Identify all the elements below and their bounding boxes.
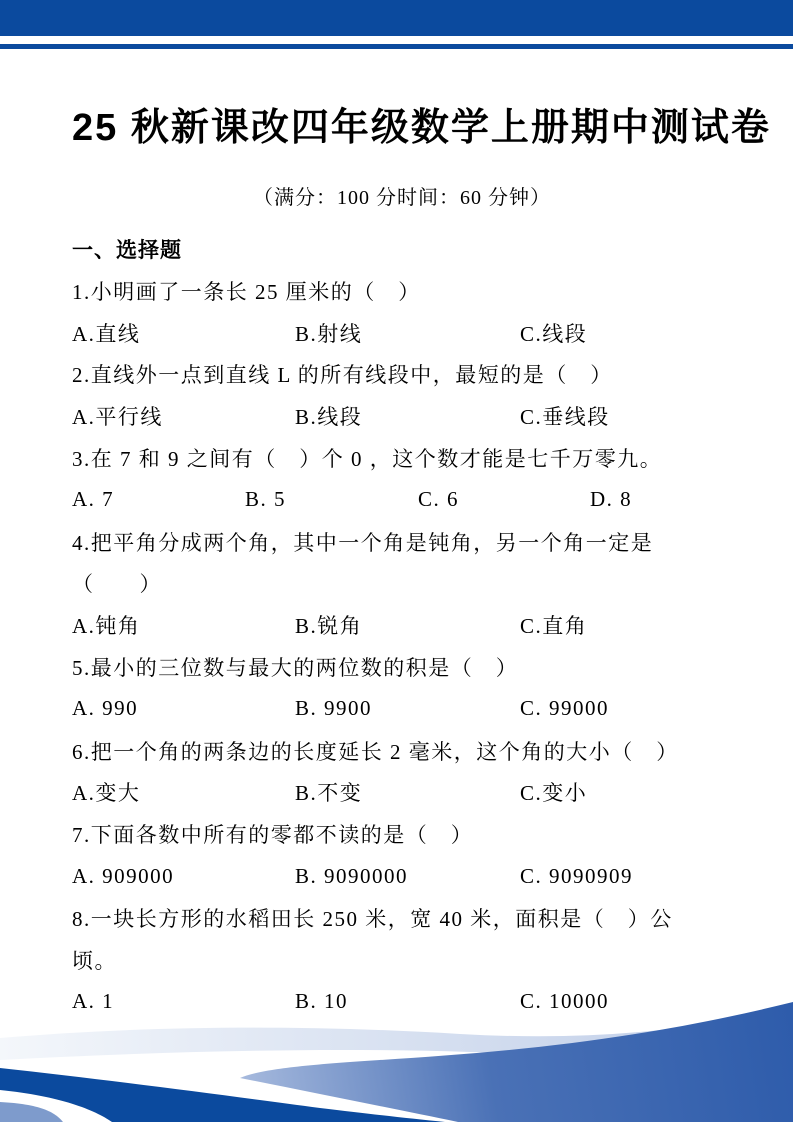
question-6-option-2: B.不变	[295, 781, 363, 806]
question-2-option-1: A.平行线	[72, 405, 163, 430]
questions-list	[72, 270, 732, 1022]
question-4-line-2: （ ）	[72, 572, 162, 597]
question-4-line-1: 4.把平角分成两个角，其中一个角是钝角，另一个角一定是	[72, 530, 654, 555]
question-2-option-2: B.线段	[295, 405, 363, 430]
question-2-option-3: C.垂线段	[520, 405, 610, 430]
question-6-option-3: C.变小	[520, 781, 588, 806]
question-4-option-2: B.锐角	[295, 614, 363, 639]
page-title: 25 秋新课改四年级数学上册期中测试卷	[72, 107, 771, 149]
header-accent-line	[0, 44, 793, 49]
question-8-line-2: 顷。	[72, 948, 117, 973]
question-8-option-3: C. 10000	[520, 988, 610, 1013]
question-4-options-row	[72, 604, 732, 646]
question-7-option-2: B. 9090000	[295, 863, 409, 888]
question-1-option-2: B.射线	[295, 321, 363, 346]
page-subtitle: （满分：100 分时间：60 分钟）	[253, 187, 551, 209]
question-6-line-1: 6.把一个角的两条边的长度延长 2 毫米，这个角的大小（ ）	[72, 739, 679, 764]
question-5-option-3: C. 99000	[520, 696, 610, 721]
header-top-bar	[0, 0, 793, 36]
question-8-option-2: B. 10	[295, 988, 349, 1013]
question-2-line-1: 2.直线外一点到直线 L 的所有线段中，最短的是（ ）	[72, 363, 613, 388]
question-8-line-1: 8.一块长方形的水稻田长 250 米，宽 40 米，面积是（ ）公	[72, 906, 673, 931]
question-3-line-1: 3.在 7 和 9 之间有（ ）个 0 ，这个数才能是七千万零九。	[72, 447, 663, 472]
question-7-line-1: 7.下面各数中所有的零都不读的是（ ）	[72, 823, 474, 848]
question-3-options-row	[72, 479, 732, 521]
question-3-option-1: A. 7	[72, 487, 115, 512]
question-1-option-1: A.直线	[72, 321, 141, 346]
question-2-options-row	[72, 395, 732, 437]
question-1-options-row	[72, 312, 732, 354]
question-5-line-1: 5.最小的三位数与最大的两位数的积是（ ）	[72, 656, 519, 681]
question-1-line-1: 1.小明画了一条长 25 厘米的（ ）	[72, 279, 421, 304]
question-5-options-row	[72, 688, 732, 730]
question-5-option-2: B. 9900	[295, 696, 373, 721]
question-6-option-1: A.变大	[72, 781, 141, 806]
section-heading: 一、选择题	[72, 239, 182, 262]
question-3-option-3: C. 6	[418, 487, 460, 512]
question-1-option-3: C.线段	[520, 321, 588, 346]
question-3-option-2: B. 5	[245, 487, 287, 512]
question-6-options-row	[72, 772, 732, 814]
question-4-option-3: C.直角	[520, 614, 588, 639]
question-8-option-1: A. 1	[72, 988, 115, 1013]
question-7-options-row	[72, 855, 732, 897]
page-content	[72, 96, 771, 1022]
question-4-option-1: A.钝角	[72, 614, 141, 639]
footer-wave-main-blue	[240, 1002, 793, 1122]
question-5-option-1: A. 990	[72, 696, 139, 721]
question-7-option-1: A. 909000	[72, 863, 175, 888]
footer-wave-corner-sliver	[0, 1102, 63, 1122]
question-3-option-4: D. 8	[590, 487, 633, 512]
footer-decoration	[0, 990, 793, 1122]
question-7-option-3: C. 9090909	[520, 863, 634, 888]
